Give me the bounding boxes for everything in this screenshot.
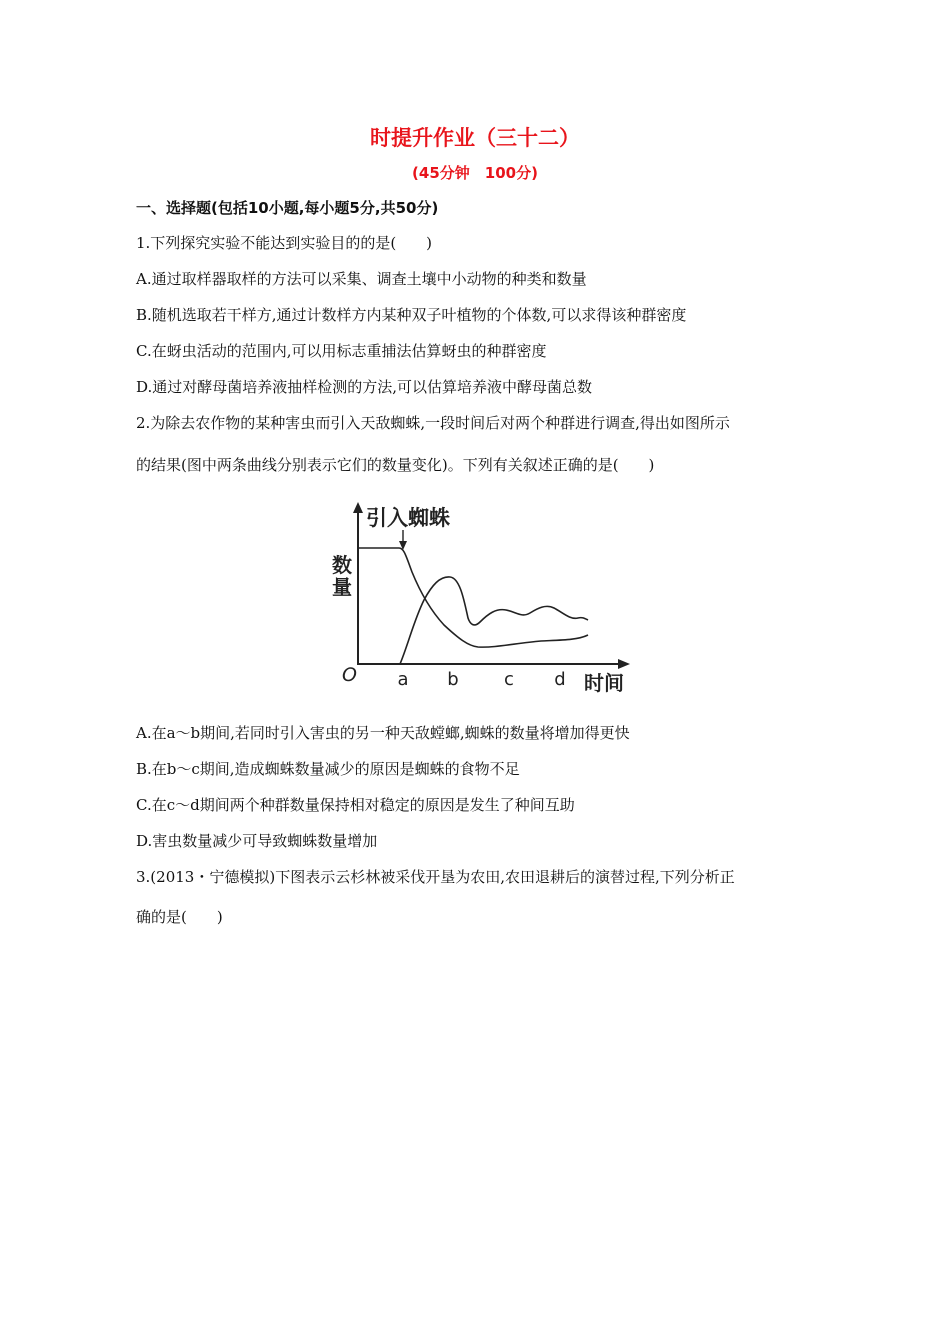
q2-option-d: D.害虫数量减少可导致蜘蛛数量增加	[136, 832, 378, 850]
x-tick-label: a	[397, 669, 409, 690]
q2-stem-line1: 2.为除去农作物的某种害虫而引入天敌蜘蛛,一段时间后对两个种群进行调查,得出如图所示	[136, 414, 730, 432]
x-axis-arrow	[618, 659, 630, 669]
page-subtitle: (45分钟 100分)	[412, 164, 538, 182]
x-tick-label: b	[447, 669, 459, 690]
section-heading: 一、选择题(包括10小题,每小题5分,共50分)	[136, 199, 439, 217]
q1-option-a: A.通过取样器取样的方法可以采集、调查土壤中小动物的种类和数量	[136, 270, 587, 288]
q3-stem-line2: 确的是( )	[136, 908, 223, 926]
q1-option-b: B.随机选取若干样方,通过计数样方内某种双子叶植物的个体数,可以求得该种群密度	[136, 306, 687, 324]
q2-option-a: A.在a～b期间,若同时引入害虫的另一种天敌螳螂,蜘蛛的数量将增加得更快	[136, 724, 630, 742]
ylabel-char-2: 量	[332, 575, 352, 599]
y-axis-arrow	[353, 502, 363, 513]
q2-option-c: C.在c～d期间两个种群数量保持相对稳定的原因是发生了种间互助	[136, 796, 575, 814]
page-title: 时提升作业（三十二）	[370, 126, 580, 150]
pest-curve	[358, 548, 588, 647]
q2-stem-line2: 的结果(图中两条曲线分别表示它们的数量变化)。下列有关叙述正确的是( )	[136, 456, 655, 474]
x-tick-label: c	[504, 669, 514, 690]
q1-stem: 1.下列探究实验不能达到实验目的的是( )	[136, 234, 433, 252]
spider-curve	[400, 577, 588, 664]
q1-option-c: C.在蚜虫活动的范围内,可以用标志重捕法估算蚜虫的种群密度	[136, 342, 547, 360]
x-tick-label: d	[554, 669, 566, 690]
origin-label: O	[342, 664, 357, 686]
population-chart	[326, 500, 636, 704]
ylabel-char-1: 数	[332, 553, 352, 577]
q1-option-d: D.通过对酵母菌培养液抽样检测的方法,可以估算培养液中酵母菌总数	[136, 378, 593, 396]
q3-stem-line1: 3.(2013・宁德模拟)下图表示云杉林被采伐开垦为农田,农田退耕后的演替过程,下列分析正	[136, 868, 735, 886]
q2-option-b: B.在b～c期间,造成蜘蛛数量减少的原因是蜘蛛的食物不足	[136, 760, 520, 778]
xlabel: 时间	[584, 671, 624, 695]
annotation-label: 引入蜘蛛	[366, 506, 450, 530]
